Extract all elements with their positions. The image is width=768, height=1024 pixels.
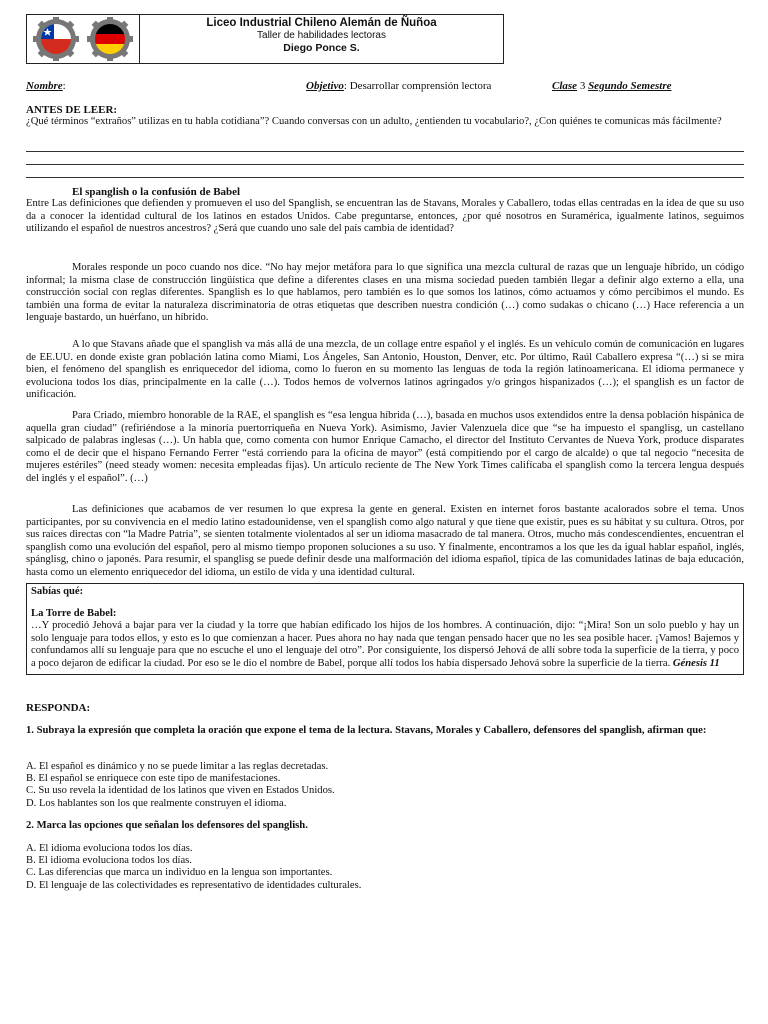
question-2-options bbox=[26, 843, 744, 892]
did-you-know-heading: Sabías qué: bbox=[31, 586, 84, 597]
q1-option-b[interactable]: B. El español se enriquece con este tipo de manifestaciones. bbox=[26, 773, 281, 785]
class-label: Clase bbox=[552, 80, 578, 92]
before-reading-heading: ANTES DE LEER: bbox=[26, 104, 118, 116]
answer-line-2[interactable] bbox=[26, 164, 744, 165]
article-paragraph-4: Para Criado, miembro honorable de la RAE, el spanglish es “esa lengua híbrida (…), basada en muchos usos extendidos entre la densa población hispánica de aquella gran ciudad” (refiriéndose a la minoría puertorriqueña en Nueva York). Asimismo, Javier Valenzuela dice que “se ha impuesto el spanglisg, un castellano salpicado de palabras inglesas (…). Un habla que, como comenta con humor Enrique Camacho, el director del Instituto Cervantes de Nueva York, produce disparates como el de decir que el hispano Fernando Ferrer “está corriendo para la oficina de mayor” (está compitiendo por el cargo de alcalde) o que tal negocio “necesita de mujeres estériles” (need steady women: necesita empleadas fijas). Un artículo reciente de The New York Times califícaba el spanglish como la tercera lengua después del inglés y el español”. (…) bbox=[26, 410, 744, 484]
before-reading-question: ¿Qué términos “extraños” utilizas en tu habla cotidiana”? Cuando conversas con un adulto, ¿entienden tu vocabulario?, ¿Con quiénes te comunicas más fácilmente? bbox=[26, 116, 722, 127]
chile-flag-gear-icon bbox=[31, 17, 81, 61]
q2-option-c[interactable]: C. Las diferencias que marca un individuo en la lengua son importantes. bbox=[26, 867, 333, 879]
question-1-options bbox=[26, 761, 744, 810]
question-1: 1. Subraya la expresión que completa la oración que expone el tema de la lectura. Stavans, Morales y Caballero, defensores del spanglish, afirman que: bbox=[26, 725, 707, 736]
q2-option-a[interactable]: A. El idioma evoluciona todos los días. bbox=[26, 843, 193, 854]
article-paragraph-2: Morales responde un poco cuando nos dice. “No hay mejor metáfora para lo que significa una mezcla cultural de razas que un lenguaje híbrido, un código informal; la misma clase de construcción lingüística que define a diferentes clases en una misma sociedad pueden también llegar a definir algo externo a ella, una construcción social con reglas diferentes. Spanglish es lo que hablamos, pero también es lo que somos los latinos, cómo actuamos y cómo percibimos el mundo. Es también una forma de evitar la naturaleza discriminatoria de otras etiquetas que describen nuestra condición (…) como sudakas o chicano (…) Hace referencia a un lenguaje bastardo, un huérfano, un híbrido. bbox=[26, 262, 744, 324]
q2-option-d[interactable]: D. El lenguaje de las colectividades es representativo de identidades culturales. bbox=[26, 879, 362, 891]
q1-option-c[interactable]: C. Su uso revela la identidad de los latinos que viven en Estados Unidos. bbox=[26, 785, 335, 797]
logo-box bbox=[26, 14, 140, 64]
did-you-know-box bbox=[26, 583, 744, 675]
header-title-box bbox=[140, 14, 504, 64]
name-label: Nombre bbox=[26, 80, 63, 92]
question-2: 2. Marca las opciones que señalan los defensores del spanglish. bbox=[26, 820, 308, 831]
respond-heading: RESPONDA: bbox=[26, 702, 91, 714]
school-name: Liceo Industrial Chileno Alemán de Ñuñoa bbox=[206, 17, 437, 29]
germany-flag-gear-icon bbox=[85, 17, 135, 61]
tower-of-babel-text bbox=[31, 620, 739, 670]
q2-option-b[interactable]: B. El idioma evoluciona todos los días. bbox=[26, 855, 192, 867]
name-field[interactable] bbox=[26, 80, 66, 92]
class-number: 3 bbox=[577, 80, 589, 92]
semester-label: Segundo Semestre bbox=[588, 80, 672, 92]
answer-line-3[interactable] bbox=[26, 177, 744, 178]
name-separator: : bbox=[62, 80, 66, 92]
objective-text: : Desarrollar comprensión lectora bbox=[343, 80, 492, 92]
answer-line-1[interactable] bbox=[26, 151, 744, 152]
objective-label: Objetivo bbox=[306, 80, 344, 92]
q1-option-d[interactable]: D. Los hablantes son los que realmente construyen el idioma. bbox=[26, 797, 287, 809]
objective bbox=[306, 80, 491, 92]
bible-reference: Génesis 11 bbox=[670, 657, 720, 669]
babel-quote: …Y procedió Jehová a bajar para ver la ciudad y la torre que habían edificado los hijos de los hombres. A continuación, dijo: “¡Mira! Son un solo pueblo y hay un solo lenguaje para todos ellos, y esto es lo que comienzan a hacer. Pues ahora no hay nada que tengan pensado hacer que no les sea posible hacer. ¡Vamos! Bajemos y confundamos allí su lenguaje para que no escuche el uno el lenguaje del otro”. Por consiguiente, los dispersó Jehová de allí sobre toda la superficie de la tierra, y poco a poco dejaron de edificar la ciudad. Por eso se le dio el nombre de Babel, porque allí todos los había dispersado Jehová sobre la superficie de la tierra. bbox=[31, 620, 739, 669]
article-paragraph-3: A lo que Stavans añade que el spanglish va más allá de una mezcla, de un collage entre español y el inglés. Es un vehículo común de comunicación en lugares de EE.UU. en donde existe gran población latina como Miami, Los Ángeles, San Antonio, Houston, Denver, etc. Por último, Raúl Caballero expresa “(…) si se mira bien, el fenómeno del spanglish es enriquecedor del idioma, como lo fueron en su momento las lenguas de toda la región latinoamericana. El idioma permanece y evoluciona todos los días, principalmente en la calle (…). Todos hemos de volvernos latinos agringados y/o gringos hispanizados (…); el spanglish es un factor de unificación. bbox=[26, 339, 744, 401]
worksheet-page bbox=[26, 14, 744, 891]
article-title: El spanglish o la confusión de Babel bbox=[72, 186, 241, 198]
teacher-name: Diego Ponce S. bbox=[283, 42, 360, 54]
tower-of-babel-subtitle: La Torre de Babel: bbox=[31, 607, 117, 619]
article-paragraph-5: Las definiciones que acabamos de ver resumen lo que expresa la gente en general. Existen en internet foros bastante acalorados sobre el tema. Unos participantes, por su convivencia en el medio latino estadounidense, ven el spanglish como algo natural y que tiene que existir, pues es su hábitat y su cultura. Otros, por sus raíces directas con “la Madre Patria”, se sienten totalmente violentados al ser un idioma masacrado de tal manera. Otros, mucho más condescendientes, encuentran el spanglish como una evolución del español, pero al mismo tiempo proponen soluciones a su uso. Y finalmente, encontramos a los que les da igual hablar español, inglés, spánglisg, chino o japonés. Para resumir, el spanglisg se puede definir desde una malformación del idioma español, típica de las comunidades latinas de baja educación, hasta como un elemento enriquecedor del idioma, un estilo de vida y una identidad cultural. bbox=[26, 504, 744, 578]
q1-option-a[interactable]: A. El español es dinámico y no se puede limitar a las reglas decretadas. bbox=[26, 761, 329, 772]
class-info bbox=[552, 80, 672, 92]
header bbox=[26, 14, 504, 64]
workshop-name: Taller de habilidades lectoras bbox=[257, 30, 386, 41]
article-paragraph-1: Entre Las definiciones que defienden y promueven el uso del Spanglish, se encuentran las de Stavans, Morales y Caballero, todas ellas centradas en la idea de que su uso da a conocer la identidad cultural de los latinos en estados Unidos. Cabe preguntarse, entonces, ¿por qué nosotros en Suramérica, igualmente latinos, seguimos utilizando el español de nuestros ancestros? ¿Será que cuando uno sale del país cambia de identidad? bbox=[26, 198, 744, 235]
